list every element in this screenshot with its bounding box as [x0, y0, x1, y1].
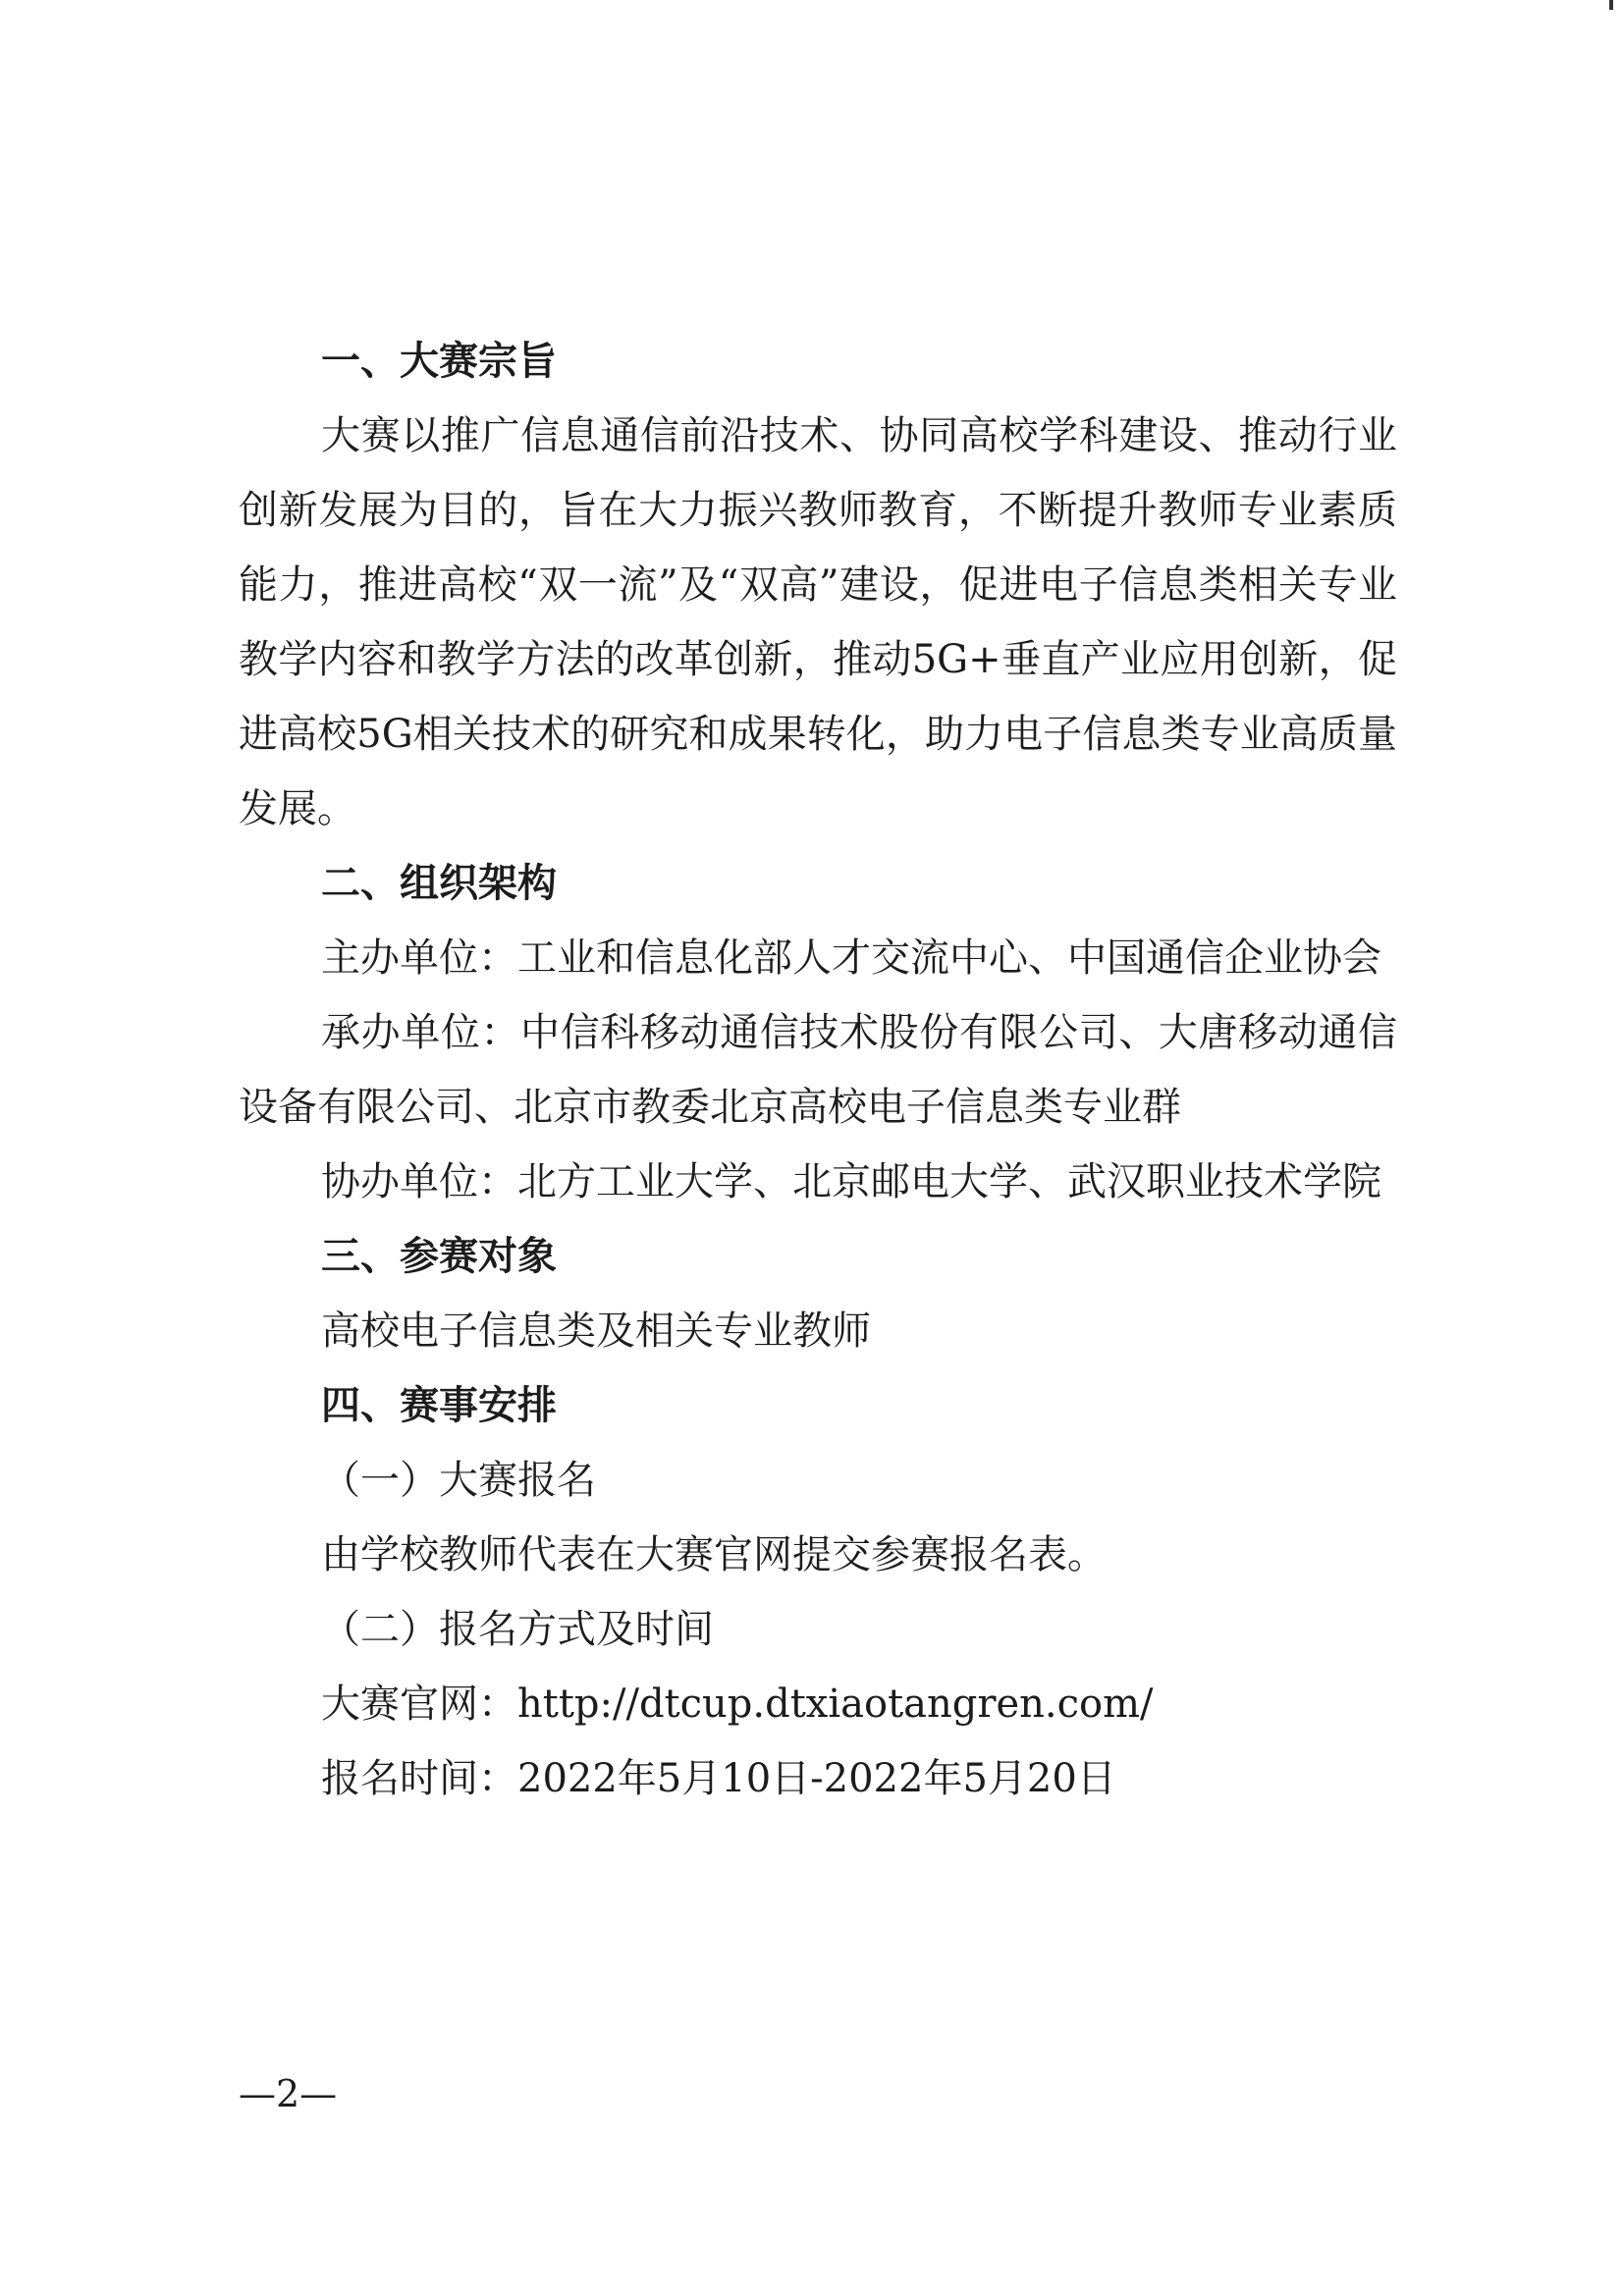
participants-line: 高校电子信息类及相关专业教师 — [321, 1308, 871, 1354]
section-heading-participants: 三、参赛对象 — [321, 1234, 557, 1279]
subsection-heading-registration: （一）大赛报名 — [321, 1458, 596, 1503]
host-unit-line: 主办单位：工业和信息化部人才交流中心、中国通信企业协会 — [321, 935, 1381, 981]
website-line: 大赛官网：http://dtcup.dtxiaotangren.com/ — [321, 1682, 1154, 1727]
document-body — [239, 324, 1397, 1816]
page-number: —2— — [239, 2072, 338, 2115]
section-heading-organization: 二、组织架构 — [321, 861, 557, 906]
scan-mark — [1609, 0, 1613, 10]
purpose-paragraph: 大赛以推广信息通信前沿技术、协同高校学科建设、推动行业创新发展为目的，旨在大力振兴教师教育，不断提升教师专业素质能力，推进高校“双一流”及“双高”建设，促进电子信息类相关专业教学内容和教学方法的改革创新，推动5G+垂直产业应用创新，促进高校5G相关技术的研究和成果转化，助力电子信息类专业高质量发展。 — [239, 413, 1397, 831]
section-heading-purpose: 一、大赛宗旨 — [321, 339, 557, 384]
section-heading-schedule: 四、赛事安排 — [321, 1383, 557, 1428]
registration-line: 由学校教师代表在大赛官网提交参赛报名表。 — [321, 1532, 1107, 1577]
organizer-unit-paragraph: 承办单位：中信科移动通信技术股份有限公司、大唐移动通信设备有限公司、北京市教委北京高校电子信息类专业群 — [239, 1010, 1397, 1130]
subsection-heading-method-time: （二）报名方式及时间 — [321, 1607, 714, 1652]
registration-time-line: 报名时间：2022年5月10日-2022年5月20日 — [321, 1756, 1116, 1801]
co-organizer-unit-line: 协办单位：北方工业大学、北京邮电大学、武汉职业技术学院 — [321, 1159, 1381, 1204]
